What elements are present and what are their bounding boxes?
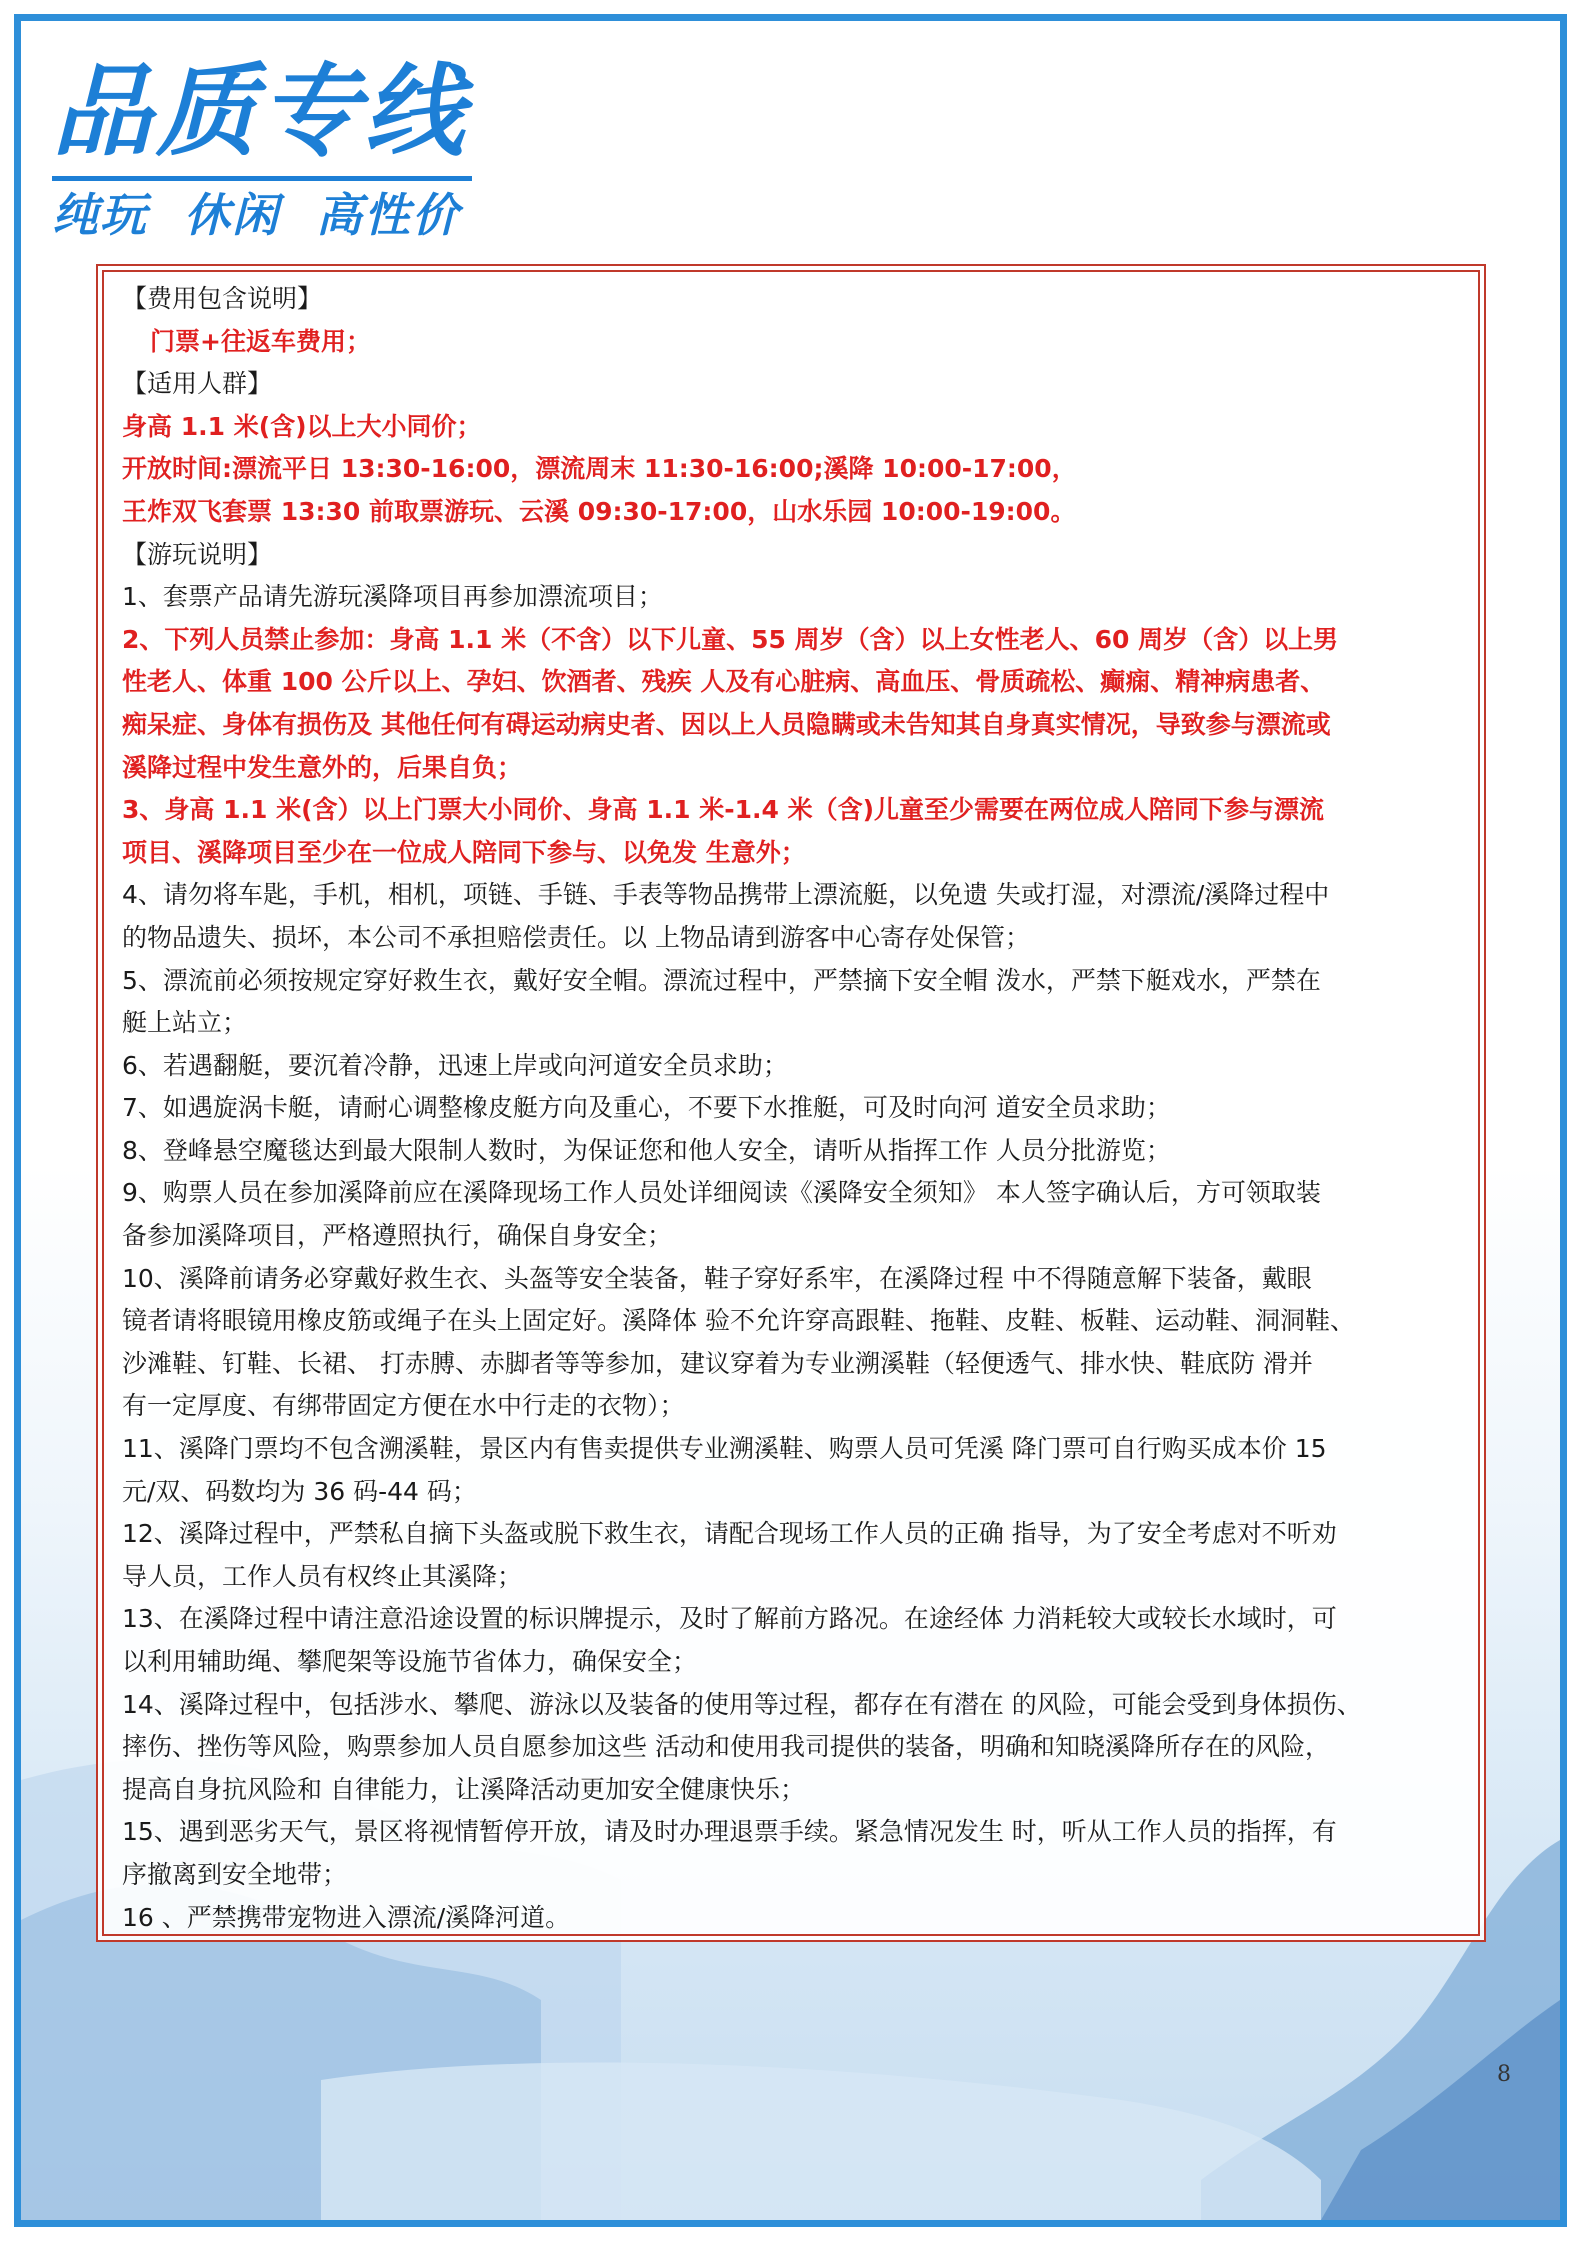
title-underline — [52, 176, 472, 181]
content-line: 沙滩鞋、钉鞋、长裙、 打赤膊、赤脚者等等参加，建议穿着为专业溯溪鞋（轻便透气、排水快、鞋底防 滑并 — [122, 1348, 1313, 1378]
content-line: 的物品遗失、损坏，本公司不承担赔偿责任。以 上物品请到游客中心寄存处保管； — [122, 922, 1030, 952]
content-line: 4、请勿将车匙，手机，相机，项链、手链、手表等物品携带上漂流艇，以免遗 失或打湿，对漂流/溪降过程中 — [122, 880, 1330, 910]
content-line: 【游玩说明】 — [122, 539, 273, 569]
content-line: 备参加溪降项目，严格遵照执行，确保自身安全； — [122, 1221, 673, 1251]
content-line: 门票+往返车费用； — [150, 326, 371, 356]
content-line: 溪降过程中发生意外的，后果自负； — [122, 752, 523, 782]
page-subtitle: 纯玩 休闲 高性价 — [52, 188, 461, 242]
content-line: 16 、严禁携带宠物进入漂流/溪降河道。 — [122, 1902, 571, 1932]
page-title: 品质专线 — [52, 53, 468, 170]
content-line: 9、购票人员在参加溪降前应在溪降现场工作人员处详细阅读《溪降安全须知》 本人签字确认后，方可领取装 — [122, 1178, 1321, 1208]
content-line: 7、如遇旋涡卡艇，请耐心调整橡皮艇方向及重心，不要下水推艇，可及时向河 道安全员求助； — [122, 1093, 1171, 1123]
content-line: 10、溪降前请务必穿戴好救生衣、头盔等安全装备，鞋子穿好系牢，在溪降过程 中不得随意解下装备，戴眼 — [122, 1263, 1312, 1293]
content-line: 14、溪降过程中，包括涉水、攀爬、游泳以及装备的使用等过程，都存在有潜在 的风险，可能会受到身体损伤、 — [122, 1689, 1362, 1719]
content-line: 开放时间:漂流平日 13:30-16:00，漂流周末 11:30-16:00;溪降 10:00-17:00， — [122, 454, 1077, 484]
content-line: 元/双、码数均为 36 码-44 码； — [122, 1476, 477, 1506]
content-line: 导人员，工作人员有权终止其溪降； — [122, 1561, 523, 1591]
content-line: 镜者请将眼镜用橡皮筋或绳子在头上固定好。溪降体 验不允许穿高跟鞋、拖鞋、皮鞋、板鞋、运动鞋、洞洞鞋、 — [122, 1306, 1355, 1336]
content-line: 以利用辅助绳、攀爬架等设施节省体力，确保安全； — [122, 1647, 698, 1676]
content-line: 2、下列人员禁止参加：身高 1.1 米（不含）以下儿童、55 周岁（含）以上女性老人、60 周岁（含）以上男 — [122, 624, 1339, 654]
content-line: 11、溪降门票均不包含溯溪鞋，景区内有售卖提供专业溯溪鞋、购票人员可凭溪 降门票可自行购买成本价 15 — [122, 1434, 1327, 1464]
page-number: 8 — [1497, 2062, 1511, 2087]
notice-box — [96, 264, 1486, 1942]
content-line: 序撤离到安全地带； — [122, 1859, 348, 1889]
content-line: 15、遇到恶劣天气，景区将视情暂停开放，请及时办理退票手续。紧急情况发生 时，听从工作人员的指挥，有 — [122, 1817, 1337, 1847]
content-line: 性老人、体重 100 公斤以上、孕妇、饮酒者、残疾 人及有心脏病、高血压、骨质疏松、癫痫、精神病患者、 — [122, 667, 1326, 697]
content-line: 项目、溪降项目至少在一位成人陪同下参与、以免发 生意外； — [122, 837, 806, 867]
content-line: 13、在溪降过程中请注意沿途设置的标识牌提示，及时了解前方路况。在途经体 力消耗较大或较长水域时，可 — [122, 1604, 1337, 1634]
content-line: 3、身高 1.1 米(含）以上门票大小同价、身高 1.1 米-1.4 米（含)儿童至少需要在两位成人陪同下参与漂流 — [122, 795, 1325, 825]
content-line: 王炸双飞套票 13:30 前取票游玩、云溪 09:30-17:00，山水乐园 10:00-19:00。 — [122, 496, 1076, 526]
notice-content — [102, 270, 1480, 1936]
content-line: 提高自身抗风险和 自律能力，让溪降活动更加安全健康快乐； — [122, 1774, 805, 1804]
content-line: 身高 1.1 米(含)以上大小同价； — [122, 411, 482, 441]
content-line: 有一定厚度、有绑带固定方便在水中行走的衣物）； — [122, 1391, 685, 1421]
content-line: 痴呆症、身体有损伤及 其他任何有碍运动病史者、因以上人员隐瞒或未告知其自身真实情况，导致参与漂流或 — [122, 709, 1331, 739]
content-line: 6、若遇翻艇，要沉着冷静，迅速上岸或向河道安全员求助； — [122, 1050, 788, 1080]
content-line: 8、登峰悬空魔毯达到最大限制人数时，为保证您和他人安全，请听从指挥工作 人员分批游览； — [122, 1135, 1171, 1165]
content-line: 艇上站立； — [122, 1008, 248, 1038]
content-line: 【费用包含说明】 — [122, 284, 323, 313]
content-line: 摔伤、挫伤等风险，购票参加人员自愿参加这些 活动和使用我司提供的装备，明确和知晓溪降所存在的风险， — [122, 1732, 1330, 1762]
content-line: 【适用人群】 — [122, 369, 273, 399]
content-line: 1、套票产品请先游玩溪降项目再参加漂流项目； — [122, 582, 663, 612]
content-line: 5、漂流前必须按规定穿好救生衣，戴好安全帽。漂流过程中，严禁摘下安全帽 泼水，严禁下艇戏水，严禁在 — [122, 965, 1321, 995]
content-line: 12、溪降过程中，严禁私自摘下头盔或脱下救生衣，请配合现场工作人员的正确 指导，为了安全考虑对不听劝 — [122, 1519, 1337, 1549]
